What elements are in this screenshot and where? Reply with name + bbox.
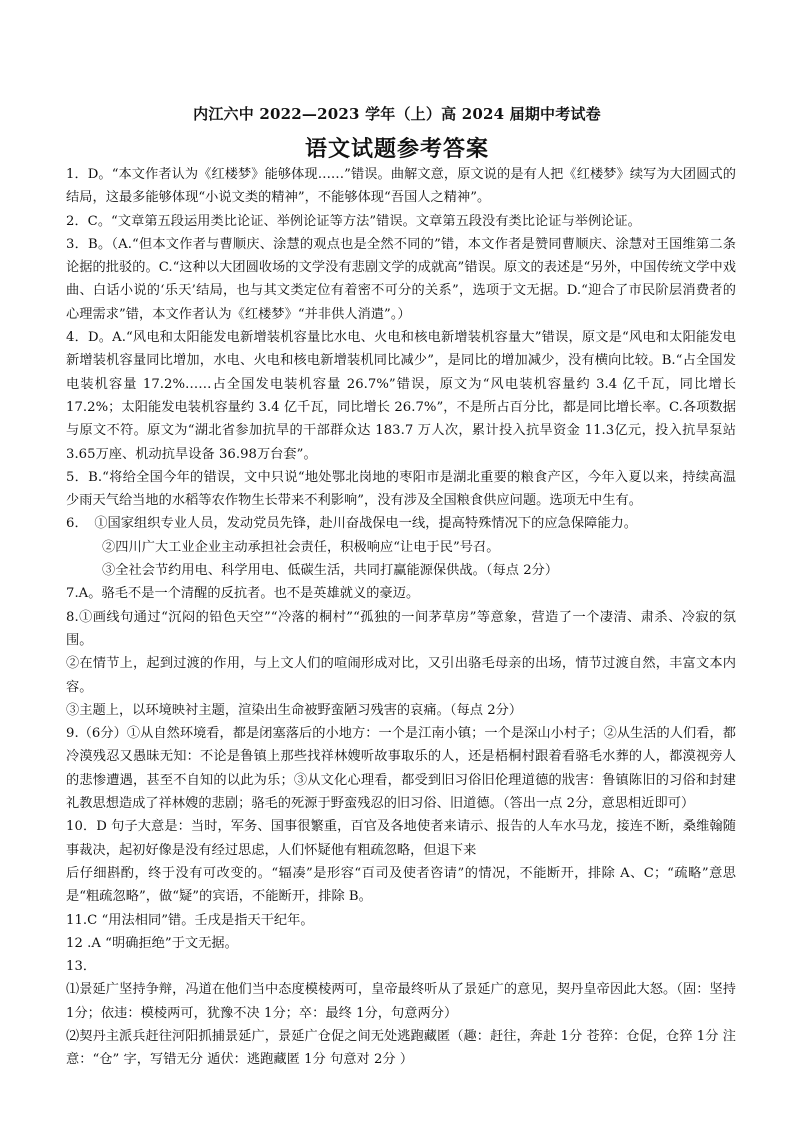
answer-9: 9.（6分）①从自然环境看，都是闭塞落后的小地方：一个是江南小镇；一个是深山小村子；②从生活的人们看，都冷漠残忍又愚昧无知：不论是鲁镇上那些找祥林嫂听故事取乐的人，还是梧桐村跟着看骆毛水葬的人，都漠视旁人的悲惨遭遇，甚至不自知的以此为乐；③从文化心理看，都受到旧习俗旧伦理道德的戕害：鲁镇陈旧的习俗和封建礼教思想造成了祥林嫂的悲剧；骆毛的死源于野蛮残忍的旧习俗、旧道德。（答出一点 2分，意思相近即可） bbox=[66, 726, 736, 812]
answer-13-part-1: ⑴景延广坚持争辩，冯道在他们当中态度模棱两可，皇帝最终听从了景延广的意见，契丹皇帝因此大怒。（固：坚持 1分；依违：模棱两可，犹豫不决 1分；卒：最终 1分，句意两分） bbox=[66, 982, 736, 1021]
answer-5: 5．B.“将给全国今年的错误，文中只说“地处鄂北岗地的枣阳市是湖北重要的粮食产区，今年入夏以来，持续高温少雨天气给当地的水稻等农作物生长带来不利影响”，没有涉及全国粮食供应问题。选项无中生有。 bbox=[66, 469, 736, 509]
answer-10-continued: 后仔细斟酌，终于没有可改变的。“辐凑”是形容“百司及使者咨请”的情况，不能断开，排除 A、C；“疏略”意思是“粗疏忽略”，做“疑”的宾语，不能断开，排除 B。 bbox=[66, 865, 736, 905]
answer-2: 2．C。“文章第五段运用类比论证、举例论证等方法”错误。文章第五段没有类比论证与举例论证。 bbox=[66, 213, 641, 229]
answer-8-point-2: ②在情节上，起到过渡的作用，与上文人们的喧闹形成对比，又引出骆毛母亲的出场，情节过渡自然，丰富文本内容。 bbox=[66, 656, 736, 695]
answer-key-heading: 语文试题参考答案 bbox=[304, 136, 489, 162]
answer-3: 3．B。（A.“但本文作者与曹顺庆、涂慧的观点也是全然不同的”错，本文作者是赞同曹顺庆、涂慧对王国维第二条论据的批驳的。C.“这种以大团圆收场的文学没有悲剧文学的成就高”错误。原文的表述是“另外，中国传统文学中戏曲、白话小说的‘乐天’结局，也与其文类定位有着密不可分的关系”，选项于文无据。D.“迎合了市民阶层消费者的心理需求”错，本文作者认为《红楼梦》“并非供人消遣”。） bbox=[66, 236, 736, 322]
answer-10: 10．D 句子大意是：当时，军务、国事很繁重，百官及各地使者来请示、报告的人车水马龙，接连不断，桑维翰随事裁决，起初好像是没有经过思虑，人们怀疑他有粗疏忽略，但退下来 bbox=[66, 819, 736, 858]
exam-title: 内江六中 2022—2023 学年（上）高 2024 届期中考试卷 bbox=[193, 105, 601, 123]
answer-12: 12 .A “明确拒绝”于文无据。 bbox=[66, 935, 238, 951]
answer-8-point-3: ③主题上，以环境映衬主题，渲染出生命被野蛮陋习残害的哀痛。（每点 2分） bbox=[66, 702, 523, 718]
answer-13-part-2: ⑵契丹主派兵赶往河阳抓捕景延广，景延广仓促之间无处逃跑藏匿（趣：赶往，奔赴 1分 苍猝：仓促，仓猝 1分 注意：“仓” 字，写错无分 遁伏：逃跑藏匿 1分 句意对 2分 ） bbox=[66, 1028, 736, 1068]
answer-7: 7.A。骆毛不是一个清醒的反抗者。也不是英雄就义的豪迈。 bbox=[66, 586, 420, 602]
answer-6-point-2: ②四川广大工业企业主动承担社会责任，积极响应“让电于民”号召。 bbox=[102, 539, 500, 555]
answer-1: 1．D。“本文作者认为《红楼梦》能够体现……”错误。曲解文意，原文说的是有人把《红楼梦》续写为大团圆式的结局，这最多能够体现“小说文类的精神”，不能够体现“吾国人之精神”。 bbox=[66, 167, 736, 206]
answer-11: 11.C “用法相同”错。壬戌是指天干纪年。 bbox=[66, 912, 314, 928]
answer-6-point-1: 6． ①国家组织专业人员，发动党员先锋，赴川奋战保电一线，提高特殊情况下的应急保障能力。 bbox=[66, 516, 638, 532]
answer-6-point-3: ③全社会节约用电、科学用电、低碳生活，共同打赢能源保供战。（每点 2分） bbox=[102, 563, 559, 579]
answer-8-point-1: 8.①画线句通过“沉闷的铅色天空”“冷落的桐村”“孤独的一间茅草房”等意象，营造了一个凄清、肃杀、冷寂的氛围。 bbox=[66, 609, 736, 648]
answer-13-label: 13． bbox=[66, 959, 97, 975]
answer-4: 4．D。A.“风电和太阳能发电新增装机容量比水电、火电和核电新增装机容量大”错误，原文是“风电和太阳能发电新增装机容量同比增加，水电、火电和核电新增装机同比减少”，是同比的增加减少，没有横向比较。B.“占全国发电装机容量 17.2%……占全国发电装机容量 26.7%”错误，原文为“风电装机容量约 3.4 亿千瓦，同比增长 17.2%；太阳能发电装机容量约 3.4 亿千瓦，同比增长 26.7%”，不是所占百分比，都是同比增长率。C.各项数据与原文不符。原文为“湖北省参加抗旱的干部群众达 183.7 万人次，累计投入抗旱资金 11.3亿元，投入抗旱泵站 3.65万座、机动抗旱设备 36.98万台套”。 bbox=[66, 330, 736, 462]
answer-list bbox=[66, 163, 736, 1072]
